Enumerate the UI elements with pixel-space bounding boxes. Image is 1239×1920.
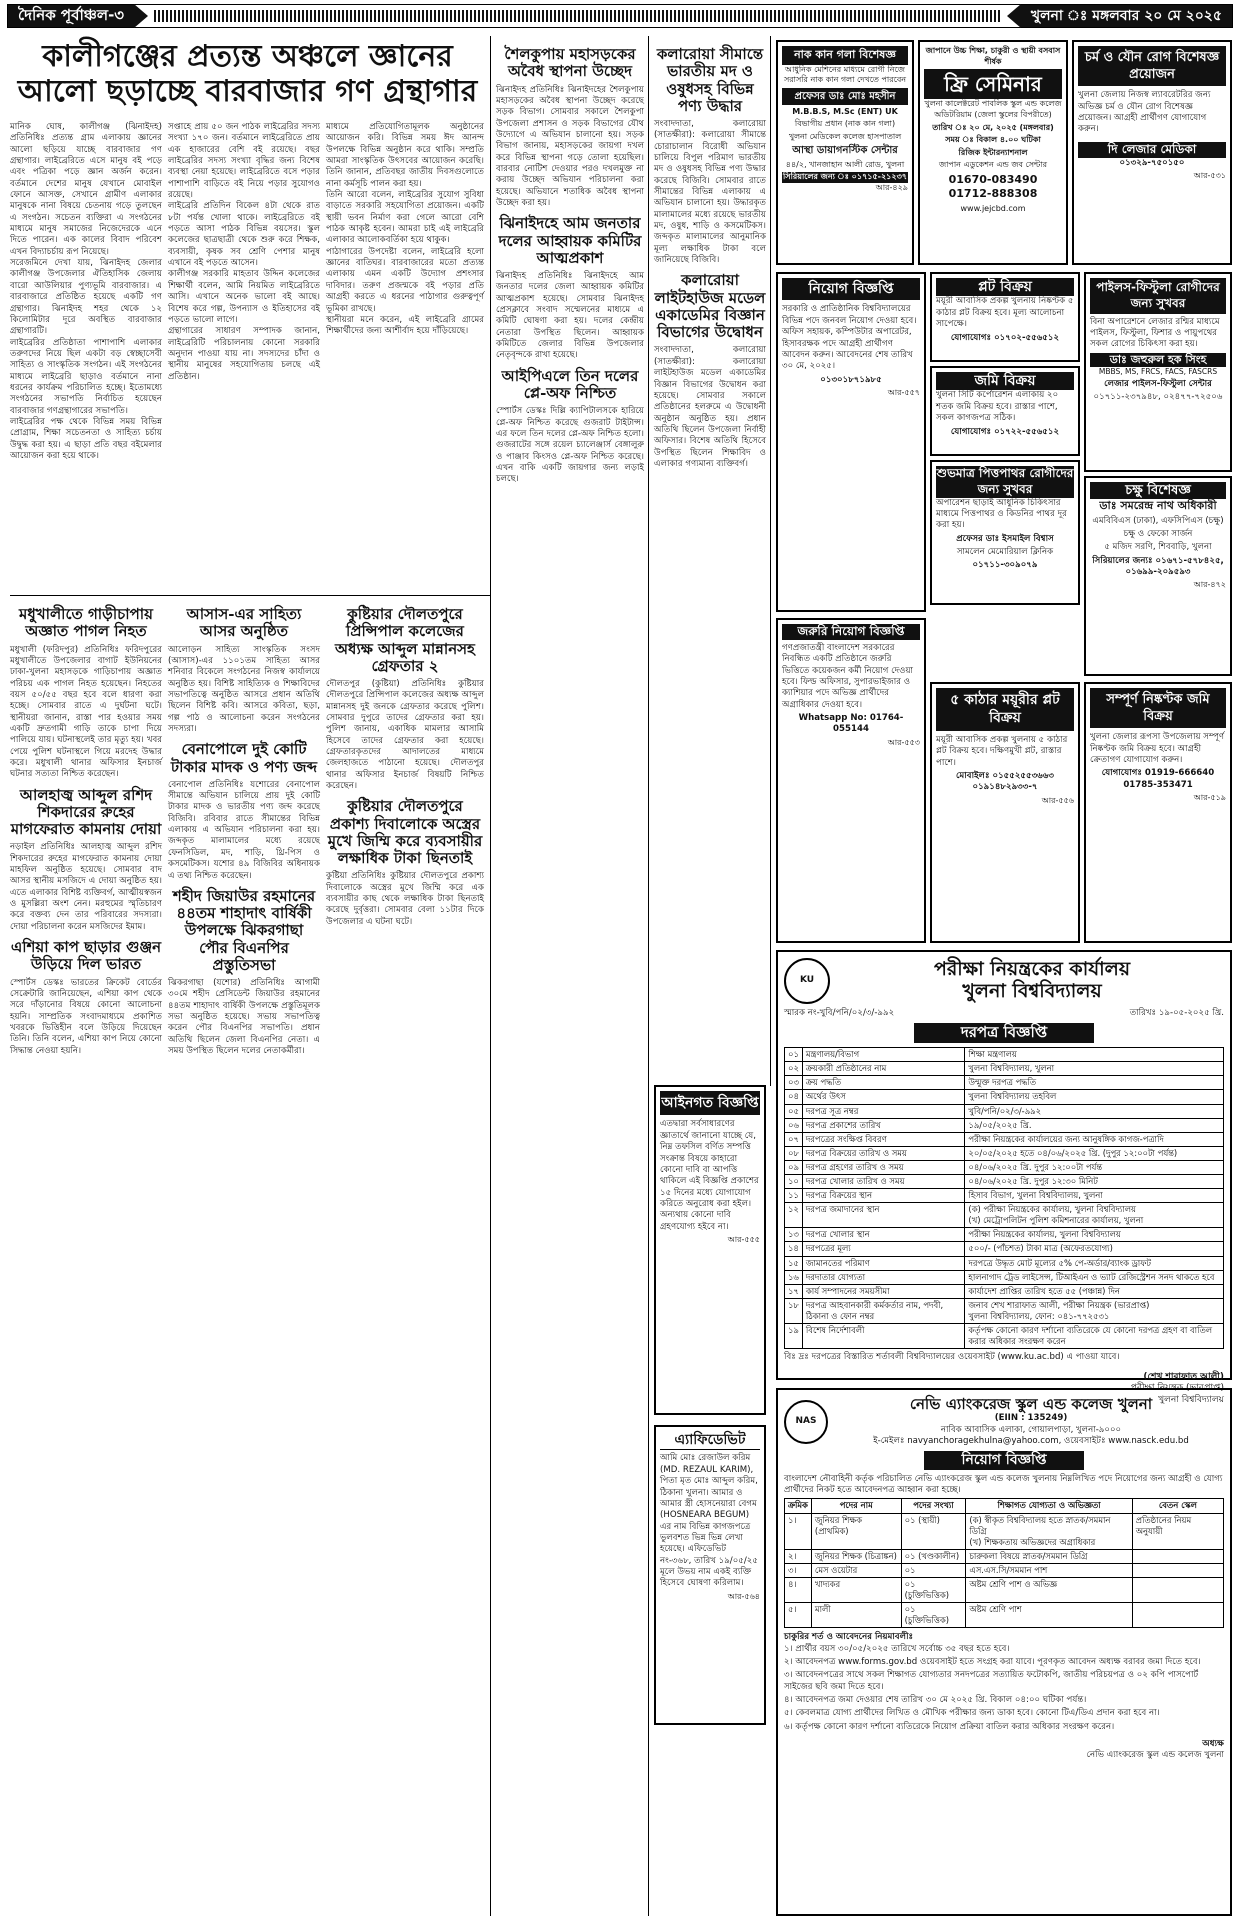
header-cell: পদের নাম	[811, 1499, 901, 1513]
lead-headline: কালীগঞ্জের প্রত্যন্ত অঞ্চলে জ্ঞানের আলো ছড়াচ্ছে বারবাজার গণ গ্রন্থাগার	[17, 39, 478, 109]
table-row	[785, 1549, 1224, 1563]
table-row	[785, 1174, 1224, 1188]
lead-column-3: মাধ্যমে প্রতিযোগিতামূলক অনুষ্ঠানের আয়োজন করি। বিভিন্ন সময় ঈদ আনন্দ উপলক্ষে বিভিন্ন অনুষ্ঠান করে থাকি। সম্প্রতি আমরা সাংস্কৃতিক উৎসবের আয়োজন করেছি। তিনি জানান, প্রতিবছর জাতীয় দিবসগুলোতে নানা কর্মসূচি পালন করা হয়। তিনি আরো বলেন, লাইব্রেরির সুযোগ সুবিধা বাড়াতে সরকারি সহযোগিতা প্রয়োজন। একটি স্থায়ী ভবন নির্মাণ করা গেলে আরো বেশি পাঠক আকৃষ্ট হবেন। আমরা চাই এই লাইব্রেরি এলাকার আলোকবর্তিকা হয়ে থাকুক। পাঠাগারের উপদেষ্টা বলেন, লাইব্রেরি হলো জ্ঞানের বাতিঘর। বারবাজারের মতো প্রত্যন্ত এলাকায় এমন একটি উদ্যোগ প্রশংসার দাবিদার। তরুণ প্রজন্মকে বই পড়ার প্রতি আগ্রহী করতে এ ধরনের পাঠাগার গুরুত্বপূর্ণ ভূমিকা রাখছে। স্থানীয়রা মনে করেন, এই লাইব্রেরি গ্রামের শিক্ষার্থীদের জন্য আশীর্বাদ হয়ে দাঁড়িয়েছে।	[326, 122, 484, 337]
table-cell: ০১ (চুক্তিভিত্তিক)	[901, 1603, 966, 1628]
news-column-4	[496, 40, 644, 1915]
org-name: দি লেজার মেডিকা	[1078, 142, 1226, 158]
table-row	[785, 1132, 1224, 1146]
website: www.jejcbd.com	[960, 203, 1026, 213]
land-sale-ad	[930, 366, 1080, 456]
table-cell: ২।	[785, 1549, 812, 1563]
column-divider	[490, 36, 491, 1916]
ent-specialist-ad	[776, 40, 914, 265]
header-date: খুলনা ঃ মঙ্গলবার ২০ মে ২০২৫	[1021, 5, 1232, 27]
table-cell: ১৮	[785, 1298, 803, 1323]
job-notice-ad	[776, 272, 926, 612]
ad-title: পাইলস-ফিস্টুলা রোগীদের জন্য সুখবর	[1090, 278, 1226, 314]
signatory-title: পরীক্ষা নিয়ন্ত্রক (ভারপ্রাপ্ত)	[1130, 1383, 1224, 1394]
table-row	[785, 1284, 1224, 1298]
header-cell: পদের সংখ্যা	[901, 1499, 966, 1513]
address: ৪৪/২, খানজাহান আলী রোড, খুলনা	[785, 159, 905, 169]
table-row	[785, 1189, 1224, 1203]
serial-phone: সিরিয়ালের জন্যঃ ০১৬৭১-৫৭৮৪২৫, ০১৬৯৯-২০৯৫৯৩	[1092, 555, 1224, 578]
table-row	[785, 1298, 1224, 1323]
vacancy-table	[784, 1498, 1224, 1628]
table-cell: ০৫	[785, 1104, 803, 1118]
table-cell: দরপত্র বিক্রয়ের স্থান	[802, 1189, 965, 1203]
table-cell: দরপত্রে উদ্ধৃত মোট মূল্যের ৫% পে-অর্ডার/ব্যাংক ড্রাফট	[965, 1256, 1224, 1270]
table-row	[785, 1513, 1224, 1549]
ad-text: ময়ূরী আবাসিক প্রকল্প খুলনায় ৫ কাঠার প্লট বিক্রয় হবে। দক্ষিণমুখী প্লট, রাস্তার পাশে।	[936, 734, 1068, 768]
news-headline: মধুখালীতে গাড়ীচাপায় অজ্ঞাত পাগল নিহত	[19, 605, 153, 641]
ad-title: শুভমাত্র পিত্তপাথর রোগীদের জন্য সুখবর	[936, 466, 1074, 496]
ad-text: বিনা অপারেশনে লেজার রশ্মির মাধ্যমে পাইলস, ফিস্টুলা, ফিশার ও পায়ুপথের সকল রোগের চিকিৎসা করা হয়।	[1090, 316, 1220, 350]
table-cell	[1132, 1549, 1223, 1563]
table-cell: ০১	[785, 1048, 803, 1062]
table-cell: ২০/০৫/২০২৫ হতে ০৪/০৬/২০২৫ খ্রি. (দুপুর ১২:০০টা পর্যন্ত)	[965, 1146, 1224, 1160]
news-body: মধুখালী (ফরিদপুর) প্রতিনিধিঃ ফরিদপুরের মধুখালীতে উপজেলার বাগাট ইউনিয়নের ঢাকা-খুলনা মহাসড়কে গাড়িচাপায় অজ্ঞাত পরিচয় এক পাগল নিহত হয়েছেন। নিহতের বয়স ৫০/৫৫ বছর হবে বলে ধারণা করা হচ্ছে। সোমবার রাতে এ দুর্ঘটনা ঘটে। স্থানীয়রা জানান, রাস্তা পার হওয়ার সময় একটি দ্রুতগামী গাড়ি তাকে চাপা দিয়ে পালিয়ে যায়। ঘটনাস্থলেই তার মৃত্যু হয়। খবর পেয়ে পুলিশ ঘটনাস্থলে গিয়ে মরদেহ উদ্ধার করে। মধুখালী থানার অফিসার ইনচার্জ ঘটনার সত্যতা নিশ্চিত করেছেন।	[10, 644, 162, 780]
header-arrow-right	[1007, 4, 1021, 28]
table-row	[785, 1048, 1224, 1062]
ad-title: নিয়োগ বিজ্ঞপ্তি	[782, 278, 920, 300]
table-row	[785, 1324, 1224, 1349]
conditions-list	[784, 1644, 1224, 1733]
ad-title: জরুরি নিয়োগ বিজ্ঞপ্তি	[782, 624, 920, 640]
news-headline: কলারোয়া লাইটহাউজ মডেল একাডেমির বিজ্ঞান বিভাগের উদ্বোধন	[654, 271, 766, 342]
table-cell: ৪।	[785, 1578, 812, 1603]
ad-code: আর-৫৫৬	[1041, 795, 1074, 805]
phone: যোগাযোগঃ ০১৭০২-৫৫৬৫১২	[950, 332, 1060, 343]
table-cell: ০৯	[785, 1160, 803, 1174]
ad-code: আর-৫৫৭	[887, 387, 920, 397]
news-body: স্পোর্টস ডেস্কঃ ভারতের ক্রিকেট বোর্ডের সেক্রেটারি জানিয়েছেন, এশিয়া কাপ থেকে সরে দাঁড়ানোর বিষয়ে কোনো আলোচনা হয়নি। সাম্প্রতিক সংবাদমাধ্যমে প্রকাশিত খবরকে ভিত্তিহীন বলে উড়িয়ে দিয়েছেন তিনি। তিনি বলেন, এশিয়া কাপ নিয়ে কোনো সিদ্ধান্ত নেওয়া হয়নি।	[10, 977, 162, 1056]
doctor-name: প্রফেসর ডাঃ মোঃ মহসীন	[782, 88, 908, 105]
skin-specialist-ad	[1072, 40, 1232, 265]
ad-code: আর-৫১৯	[1193, 793, 1226, 803]
piles-ad	[1084, 272, 1232, 472]
seminar-date: তারিখ ঃ ২০ মে, ২০২৫ (মঙ্গলবার)	[932, 122, 1054, 132]
table-cell: খুলনা বিশ্ববিদ্যালয়, খুলনা	[965, 1062, 1224, 1076]
table-cell: ০৮	[785, 1146, 803, 1160]
table-cell: ১৯	[785, 1324, 803, 1349]
table-cell: দরপত্র গ্রহণের তারিখ ও সময়	[802, 1160, 965, 1174]
table-row	[785, 1256, 1224, 1270]
ad-code: আর-৫৫৩	[887, 737, 920, 747]
table-cell: খাদ্যকর	[811, 1578, 901, 1603]
table-row	[785, 1563, 1224, 1577]
table-cell: দরপত্র প্রকাশের তারিখ	[802, 1118, 965, 1132]
table-cell: ০১ (স্থায়ী)	[901, 1513, 966, 1549]
school-name: নেভি এ্যাংকরেজ স্কুল এন্ড কলেজ খুলনা	[909, 1395, 1153, 1413]
table-cell: চারুকলা বিষয়ে স্নাতক/সমমান ডিগ্রি	[966, 1549, 1132, 1563]
table-cell: ০৬	[785, 1118, 803, 1132]
table-cell: অর্থের উৎস	[802, 1090, 965, 1104]
school-address: নাবিক আবাসিক এলাকা, গোয়ালপাড়া, খুলনা-৯০০০	[940, 1424, 1122, 1435]
table-cell: দরপত্র আহবানকারী কর্মকর্তার নাম, পদবী, ঠিকানা ও ফোন নম্বর	[802, 1298, 965, 1323]
table-row	[785, 1203, 1224, 1228]
table-cell: মালী	[811, 1603, 901, 1628]
ad-title: ৫ কাঠার ময়ূরীর প্লট বিক্রয়	[936, 688, 1074, 731]
notice-date: তারিখঃ ১৯-০৫-২০২৫ খ্রি.	[1129, 1008, 1224, 1018]
table-cell: ১৪	[785, 1242, 803, 1256]
table-cell: দরপত্র জমাদানের স্থান	[802, 1203, 965, 1228]
news-column-2	[168, 600, 320, 1915]
table-cell: মেস ওয়েটার	[811, 1563, 901, 1577]
table-row	[785, 1090, 1224, 1104]
signatory-name: (শেখ শারাফাত আলী)	[1143, 1371, 1224, 1382]
ad-text: খুলনা সিটি কর্পোরেশন এলাকায় ২০ শতক জমি বিক্রয় হবে। রাস্তার পাশে, সকল কাগজপত্র সঠিক।	[936, 390, 1059, 424]
news-headline: শৈলকুপায় মহাসড়কের অবৈধ স্থাপনা উচ্ছেদ	[504, 45, 636, 81]
gallstone-ad	[930, 460, 1080, 605]
condition-item: ৩। আবেদনপত্রের সাথে সকল শিক্ষাগত যোগ্যতার সনদপত্রের সত্যায়িত ফটোকপি, জাতীয় পরিচয়পত্র ও ০২ কপি পাসপোর্ট সাইজের ছবি জমা দিতে হবে।	[784, 1670, 1199, 1692]
condition-item: ২। আবেদনপত্র www.forms.gov.bd ওয়েবসাইট হতে সংগ্রহ করা যাবে। পূরণকৃত আবেদন অধ্যক্ষ বরাবর জমা দিতে হবে।	[784, 1657, 1201, 1668]
table-row	[785, 1076, 1224, 1090]
plot-sale-ad	[930, 272, 1080, 362]
table-cell: ১৭	[785, 1284, 803, 1298]
table-cell: কার্যাদেশ প্রাপ্তির তারিখ হতে ৫৫ (পঞ্চান্ন) দিন	[965, 1284, 1224, 1298]
phone: ০১৩২৯-৭৫০১৫০	[1119, 157, 1185, 168]
table-cell: ক্রয় পদ্ধতি	[802, 1076, 965, 1090]
table-cell: (ক) স্বীকৃত বিশ্ববিদ্যালয় হতে স্নাতক/সমমান ডিগ্রি (খ) শিক্ষকতায় অভিজ্ঞদের অগ্রাধিকার	[966, 1513, 1132, 1549]
lead-column-1: মানিক ঘোষ, কালীগঞ্জ (ঝিনাইদহ) প্রতিনিধিঃ প্রত্যন্ত গ্রাম এলাকায় জ্ঞানের আলো ছড়িয়ে যাচ্ছে বারবাজার গণ গ্রন্থাগার। লাইব্রেরিতে এসে মানুষ বই পড়ে এবং পত্রিকা পড়ে জ্ঞান অর্জন করেন। বর্তমানে দেশের মানুষ যেখানে মোবাইল ফোনে আসক্ত, সেখানে গ্রামীণ এলাকার মানুষকে নানা বিষয়ে চেতনায় গড়ে তুলছেন এ সংগঠন। সচেতন ব্যক্তিরা এ সংগঠনের মাধ্যমে মানুষ সমাজের নিজেদেরকে এনে দিতে পারেন। এক কালের বিবাদ পরিবেশ এখন বিদ্যাচর্চায় রূপ নিয়েছে। সরেজমিনে দেখা যায়, ঝিনাইদহ জেলার কালীগঞ্জ উপজেলার ঐতিহাসিক জেলায় বারো আউলিয়ার পুণ্যভূমি বারবাজার। এ বারবাজারে প্রতিষ্ঠিত হয়েছে একটি গণ গ্রন্থাগার। ঝিনাইদহ শহর থেকে ১২ কিলোমিটার দূরে অবস্থিত বারবাজার গ্রন্থাগারটি। লাইব্রেরির প্রতিষ্ঠাতা পাশাপাশি এলাকার তরুণদের নিয়ে ছিল একটা বড় স্বেচ্ছাসেবী সাহিত্য ও সাংস্কৃতিক সংগঠন। এই সংগঠনের মাধ্যমে লাইব্রেরি ছাড়াও বর্তমানে নানা ধরনের কার্যক্রম পরিচালিত হচ্ছে। ইতোমধ্যে সংগঠনের সভাপতি নির্বাচিত হয়েছেন বারবাজার গণগ্রন্থাগারের সভাপতি। লাইব্রেরির পক্ষ থেকে বিভিন্ন সময় বিভিন্ন প্রোগ্রাম, শিক্ষা সচেতনতা ও সাহিত্য চর্চায় উদ্বুদ্ধ করা হয়। এ ছাড়া প্রতি বছর বইমেলার আয়োজন করা হয়ে থাকে।	[10, 122, 162, 461]
memo-number: স্মারক নং-খুবি/পনি/০২/৩/-৯৯২	[784, 1008, 895, 1018]
news-body: নড়াইল প্রতিনিধিঃ আলহাজ্ব আব্দুল রশিদ শিকদারের রুহের মাগফেরাত কামনায় দোয়া মাহফিল অনুষ্ঠিত হয়েছে। সোমবার বাদ আসর স্থানীয় মসজিদে এ দোয়া অনুষ্ঠিত হয়। এতে এলাকার বিশিষ্ট ব্যক্তিবর্গ, আত্মীয়স্বজন ও মুসল্লিরা অংশ নেন। মরহুমের স্মৃতিচারণ করে বক্তব্য দেন তার পরিবারের সদস্যরা। দোয়া পরিচালনা করেন মসজিদের ইমাম।	[10, 842, 162, 932]
center-name: লেজার পাইলস-ফিস্টুলা সেন্টার	[1104, 379, 1212, 390]
legal-notice-title: আইনগত বিজ্ঞপ্তি	[660, 1091, 760, 1115]
table-row	[785, 1104, 1224, 1118]
news-headline: কুষ্টিয়ার দৌলতপুরে প্রিন্সিপাল কলেজের অধ্যক্ষ আব্দুল মান্নানসহ গ্রেফতার ২	[335, 605, 475, 675]
table-row	[785, 1242, 1224, 1256]
news-headline: কুষ্টিয়ার দৌলতপুরে প্রকাশ্য দিবালোকে অস্ত্রের মুখে জিম্মি করে ব্যবসায়ীর লক্ষাধিক টাকা ছিনতাই	[327, 797, 483, 868]
ad-text: অপারেশন ছাড়াই আধুনিক চিকিৎসার মাধ্যমে পিত্তপাথর ও কিডনির পাথর দূর করা হয়।	[936, 497, 1067, 531]
header-cell: বেতন স্কেল	[1132, 1499, 1223, 1513]
seminar-time: সময় ঃ বিকাল ৪.০০ ঘটিকা	[945, 135, 1041, 145]
phone: ০১৩০১৮৭১৯৮৫	[820, 374, 882, 385]
table-cell: বিশেষ নির্দেশাবলী	[802, 1324, 965, 1349]
legal-notice	[654, 1085, 766, 1415]
seminar-venue: খুলনা কালেক্টরেট পাবলিক স্কুল এন্ড কলেজ অডিটরিয়াম (জেলা স্কুলের বিপরীতে)	[924, 99, 1062, 120]
table-cell	[1132, 1563, 1223, 1577]
news-body: ঝিনাইদহ প্রতিনিধিঃ ঝিনাইদহে আম জনতার দলের জেলা আহ্বায়ক কমিটির আত্মপ্রকাশ হয়েছে। সোমবার ঝিনাইদহ প্রেসক্লাবে সংবাদ সম্মেলনের মাধ্যমে এ কমিটি ঘোষণা করা হয়। দলের কেন্দ্রীয় নেতারা উপস্থিত ছিলেন। আহ্বায়ক কমিটিতে জেলার বিভিন্ন উপজেলার নেতৃবৃন্দকে রাখা হয়েছে।	[496, 271, 644, 361]
hospital-name: খুলনা মেডিকেল কলেজ হাসপাতাল	[788, 131, 902, 141]
news-body: ঝিকরগাছা (যশোর) প্রতিনিধিঃ আগামী ৩০মে শহীদ প্রেসিডেন্ট জিয়াউর রহমানের ৪৪তম শাহাদাৎ বার্ষিকী উপলক্ষে প্রস্তুতিমূলক সভা অনুষ্ঠিত হয়েছে। সভায় সভাপতিত্ব করেন পৌর বিএনপির সভাপতি। প্রধান অতিথি ছিলেন জেলা বিএনপির নেতা। এ সময় উপস্থিত ছিলেন দলের নেতাকর্মীরা।	[168, 978, 320, 1057]
table-cell: প্রতিষ্ঠানের নিয়ম অনুযায়ী	[1132, 1513, 1223, 1549]
news-headline: বেনাপোলে দুই কোটি টাকার মাদক ও পণ্য জব্দ	[170, 740, 318, 776]
phone: ০১৭১১-৩০৯০৭৯	[972, 560, 1038, 571]
table-cell: এস.এস.সি/সমমান পাশ	[966, 1563, 1132, 1577]
signatory-org: নেভি এ্যাংকরেজ স্কুল এন্ড কলেজ খুলনা	[1086, 1750, 1224, 1761]
table-cell: ০৪	[785, 1090, 803, 1104]
table-row	[785, 1578, 1224, 1603]
news-body: কুষ্টিয়া প্রতিনিধিঃ কুষ্টিয়ার দৌলতপুরে প্রকাশ্য দিবালোকে অস্ত্রের মুখে জিম্মি করে এক ব্যবসায়ীর কাছ থেকে লক্ষাধিক টাকা ছিনতাই করেছে দুর্বৃত্তরা। সোমবার বেলা ১১টার দিকে উপজেলার এ ঘটনা ঘটে।	[326, 871, 484, 927]
table-cell: ১২	[785, 1203, 803, 1228]
tender-note: বিঃ দ্রঃ দরপত্রের বিস্তারিত শর্তাবলী বিশ্ববিদ্যালয়ের ওয়েবসাইট (www.ku.ac.bd) এ পাওয়া যাবে।	[784, 1352, 1120, 1363]
table-cell: দরপত্র সূত্র নম্বর	[802, 1104, 965, 1118]
doctor-degree: এমবিবিএস (ঢাকা), এফসিপিএস (চক্ষু)	[1092, 515, 1224, 526]
page-header	[7, 4, 1233, 28]
table-cell: ৫।	[785, 1603, 812, 1628]
ad-title: সম্পূর্ণ নিষ্কণ্টক জমি বিক্রয়	[1090, 688, 1226, 728]
table-cell: ১১	[785, 1189, 803, 1203]
table-cell: ১০	[785, 1174, 803, 1188]
table-cell: পরীক্ষা নিয়ন্ত্রকের কার্যালয়ের জন্য আনুষঙ্গিক কাগজ-পত্রাদি	[965, 1132, 1224, 1146]
phone: ০১৭১১-২৩৭৯৪৮, ০২৪৭৭-৭২৫০৬	[1093, 392, 1223, 403]
phone-numbers: 01670-083490 01712-888308	[948, 172, 1038, 201]
table-row	[785, 1146, 1224, 1160]
notice-title: নিয়োগ বিজ্ঞপ্তি	[924, 1451, 1084, 1469]
center-name: আস্থা ডায়াগনস্টিক সেন্টার	[792, 145, 898, 157]
column-divider	[770, 36, 771, 1086]
column-divider	[648, 36, 649, 1916]
condition-item: ৫। কেবলমাত্র যোগ্য প্রার্থীদের লিখিত ও মৌখিক পরীক্ষার জন্য ডাকা হবে। কোনো টিএ/ডিএ প্রদান করা হবে না।	[784, 1708, 1160, 1719]
table-cell: শিক্ষা মন্ত্রণালয়	[965, 1048, 1224, 1062]
ad-text: খুলনা জেলার রূপসা উপজেলায় সম্পূর্ণ নিষ্কণ্টক জমি বিক্রয় হবে। আগ্রহী ক্রেতাগণ যোগাযোগ করুন।	[1090, 732, 1225, 765]
news-headline: আলহাজ্ব আব্দুল রশিদ শিকদারের রুহের মাগফেরাত কামনায় দোয়া	[10, 785, 162, 839]
doctor-specialty: বিভাগীয় প্রধান (নাক কান গলা)	[794, 119, 896, 129]
seminar-title: ফ্রি সেমিনার	[924, 69, 1062, 99]
table-row	[785, 1228, 1224, 1242]
ad-title: চক্ষু বিশেষজ্ঞ	[1090, 482, 1226, 499]
ad-title: জমি বিক্রয়	[936, 372, 1074, 390]
tender-table	[784, 1047, 1224, 1349]
table-cell: ০২	[785, 1062, 803, 1076]
serial-phone: সিরিয়ালের জন্য ঃ ০১৭১৫-২১২৩৭	[783, 172, 907, 182]
section-divider	[10, 595, 490, 596]
news-headline: কলারোয়া সীমান্তে ভারতীয় মদ ও ওষুধসহ বিভিন্ন পণ্য উদ্ধার	[656, 45, 764, 115]
table-cell: জামানতের পরিমাণ	[802, 1256, 965, 1270]
notice-intro: বাংলাদেশ নৌবাহিনী কর্তৃক পরিচালিত নেভি এ্যাংকরেজ স্কুল এন্ড কলেজ খুলনায় নিম্নলিখিত পদে নিয়োগের জন্য আগ্রহী ও যোগ্য প্রার্থীদের নিকট হতে আবেদনপত্র আহ্বান করা হচ্ছে।	[784, 1473, 1223, 1496]
doctor-degree: MBBS, MS, FRCS, FACS, FASCRS	[1098, 367, 1218, 377]
table-cell: জুনিয়র শিক্ষক (চিত্রাঙ্কন)	[811, 1549, 901, 1563]
table-cell: ৩।	[785, 1563, 812, 1577]
news-body: সংবাদদাতা, কলারোয়া (সাতক্ষীরা): কলারোয়া সীমান্তে চোরাচালান বিরোধী অভিযান চালিয়ে বিপুল পরিমাণ ভারতীয় মদ ও ওষুধসহ বিভিন্ন পণ্য উদ্ধার করেছে বিজিবি। সোমবার রাতে সীমান্তের বিভিন্ন এলাকায় এ অভিযান চালানো হয়। উদ্ধারকৃত মালামালের মধ্যে রয়েছে ভারতীয় মদ, ওষুধ, শাড়ি ও কসমেটিকস। জব্দকৃত মালামালের আনুমানিক মূল্য লক্ষাধিক টাকা বলে জানিয়েছে বিজিবি।	[654, 119, 766, 266]
table-cell: কার্য সম্পাদনের সময়সীমা	[802, 1284, 965, 1298]
lead-column-2: সপ্তাহে প্রায় ৫০ জন পাঠক লাইব্রেরির সদস্য সংখ্যা ১৭০ জন। বর্তমানে লাইব্রেরিতে প্রায় এক হাজারের বেশি বই রয়েছে। বছর লাইব্রেরির সদস্য সংখ্যা বৃদ্ধির জন্য বিশেষ ব্যবস্থা নেয়া হয়েছে। লাইব্রেরিতে বসে পড়ার পাশাপাশি বাড়িতে বই নিয়ে পড়ার সুযোগও রয়েছে। লাইব্রেরি প্রতিদিন বিকেল ৪টা থেকে রাত ৮টা পর্যন্ত খোলা থাকে। লাইব্রেরিতে বই পড়তে আসা পাঠক বিভিন্ন বয়সের। স্কুল কলেজের ছাত্রছাত্রী থেকে শুরু করে শিক্ষক, ব্যবসায়ী, কৃষক সব শ্রেণি পেশার মানুষ এখানে বই পড়তে আসেন। কালীগঞ্জ সরকারি মাহতাব উদ্দিন কলেজের শিক্ষার্থী বলেন, আমি নিয়মিত লাইব্রেরিতে আসি। এখানে অনেক ভালো বই আছে। বিশেষ করে গল্প, উপন্যাস ও ইতিহাসের বই পড়তে ভালো লাগে। গ্রন্থাগারের সাধারণ সম্পাদক জানান, লাইব্রেরিটি পরিচালনায় কোনো সরকারি অনুদান পাওয়া যায় না। সদস্যদের চাঁদা ও স্থানীয় মানুষের সহযোগিতায় চলছে এই প্রতিষ্ঠান।	[168, 122, 320, 382]
table-cell: উন্মুক্ত দরপত্র পদ্ধতি	[965, 1076, 1224, 1090]
table-cell: হিসাব বিভাগ, খুলনা বিশ্ববিদ্যালয়, খুলনা	[965, 1189, 1224, 1203]
navy-school-job-notice	[776, 1388, 1232, 1916]
news-body: ঝিনাইদহ প্রতিনিধিঃ ঝিনাইদহের শৈলকুপায় মহাসড়কের অবৈধ স্থাপনা উচ্ছেদ করেছে সড়ক বিভাগ। সোমবার সকালে শৈলকুপা উপজেলা প্রশাসন ও সড়ক বিভাগের যৌথ উদ্যোগে এ অভিযান চালানো হয়। সড়ক বিভাগ জানায়, মহাসড়কের জায়গা দখল করে বিভিন্ন স্থাপনা গড়ে তোলা হয়েছিল। বারবার নোটিশ দেওয়ার পরও দখলমুক্ত না করায় উচ্ছেদ অভিযান পরিচালনা করা হয়েছে। অভিযানে শতাধিক অবৈধ স্থাপনা উচ্ছেদ করা হয়।	[496, 84, 644, 208]
table-cell: দরপত্র বিক্রয়ের তারিখ ও সময়	[802, 1146, 965, 1160]
table-row	[785, 1118, 1224, 1132]
table-cell: অষ্টম শ্রেণি পাশ ও অভিজ্ঞ	[966, 1578, 1132, 1603]
table-cell: ০৩	[785, 1076, 803, 1090]
eiin-number: (EIIN : 135249)	[994, 1413, 1068, 1424]
news-headline: এশিয়া কাপ ছাড়ার গুঞ্জন উড়িয়ে দিল ভারত	[10, 938, 162, 974]
table-row	[785, 1603, 1224, 1628]
doctor-specialty: চক্ষু ও ফেকো সার্জন	[1123, 529, 1193, 540]
urgent-job-ad	[776, 618, 926, 943]
news-body: সংবাদদাতা, কলারোয়া (সাতক্ষীরা): কলারোয়া লাইটহাউজ মডেল একাডেমির বিজ্ঞান বিভাগের উদ্বোধন করা হয়েছে। সোমবার সকালে প্রতিষ্ঠানের হলরুমে এ উদ্বোধনী অনুষ্ঠান অনুষ্ঠিত হয়। প্রধান অতিথি ছিলেন উপজেলা নির্বাহী অফিসার। বিশেষ অতিথি হিসেবে উপস্থিত ছিলেন শিক্ষাবিদ ও এলাকার গণ্যমান্য ব্যক্তিবর্গ।	[654, 345, 766, 469]
table-cell: ১৬	[785, 1270, 803, 1284]
table-cell: দরপত্র খোলার তারিখ ও সময়	[802, 1174, 965, 1188]
table-cell: (ক) পরীক্ষা নিয়ন্ত্রকের কার্যালয়, খুলনা বিশ্ববিদ্যালয় (খ) মেট্রোপলিটন পুলিশ কমিশনারের কার্যালয়, খুলনা	[965, 1203, 1224, 1228]
organizer: রিজিক ইন্টারন্যাশনাল	[958, 147, 1028, 157]
table-cell: জনাব শেখ শারাফাত আলী, পরীক্ষা নিয়ন্ত্রক (ভারপ্রাপ্ত) খুলনা বিশ্ববিদ্যালয়, ফোন: ০৪১-৭৭২৫৩১	[965, 1298, 1224, 1323]
table-cell: পরীক্ষা নিয়ন্ত্রকের কার্যালয়, খুলনা বিশ্ববিদ্যালয়	[965, 1228, 1224, 1242]
table-cell: ১৯/০৫/২০২৫ খ্রি.	[965, 1118, 1224, 1132]
table-cell: দরপত্রের মূল্য	[802, 1242, 965, 1256]
legal-notice-text: এতদ্বারা সর্বসাধারণের জ্ঞাতার্থে জানানো যাচ্ছে যে, নিম্ন তফসিল বর্ণিত সম্পত্তি সংক্রান্ত বিষয়ে কাহারো কোনো দাবি বা আপত্তি থাকিলে এই বিজ্ঞপ্তি প্রকাশের ১৫ দিনের মধ্যে যোগাযোগ করিতে অনুরোধ করা হইল। অন্যথায় কোনো দাবি গ্রহণযোগ্য হইবে না।	[660, 1119, 759, 1232]
phone: মোবাইলঃ ০১৫৫২৫৫৩৬৬৩ ০১৯১৪৮২৯৩৩-৭	[956, 770, 1054, 793]
signatory-title: অধ্যক্ষ	[1202, 1739, 1224, 1750]
table-cell: ৫০০/- (পাঁচশত) টাকা মাত্র (অফেরতযোগ্য)	[965, 1242, 1224, 1256]
news-body: বেনাপোল প্রতিনিধিঃ যশোরের বেনাপোল সীমান্তে অভিযান চালিয়ে প্রায় দুই কোটি টাকার মাদক ও ভারতীয় পণ্য জব্দ করেছে বিজিবি। রবিবার রাতে সীমান্তের বিভিন্ন এলাকায় এ অভিযান পরিচালনা করা হয়। জব্দকৃত মালামালের মধ্যে রয়েছে ফেনসিডিল, মদ, শাড়ি, থ্রি-পিস ও কসমেটিকস। যশোর ৪৯ বিজিবির অধিনায়ক এ তথ্য নিশ্চিত করেছেন।	[168, 779, 320, 881]
ad-code: আর-৫৬৪	[727, 1591, 760, 1601]
eye-specialist-ad	[1084, 476, 1232, 676]
table-cell	[1132, 1578, 1223, 1603]
news-body: দৌলতপুর (কুষ্টিয়া) প্রতিনিধিঃ কুষ্টিয়ার দৌলতপুরে প্রিন্সিপাল কলেজের অধ্যক্ষ আব্দুল মান্নানসহ দুই জনকে গ্রেফতার করেছে পুলিশ। সোমবার দুপুরে তাদের গ্রেফতার করা হয়। পুলিশ জানায়, একাধিক মামলার আসামি হিসেবে তাদের গ্রেফতার করা হয়েছে। গ্রেফতারকৃতদের আদালতের মাধ্যমে জেলহাজতে পাঠানো হয়েছে। দৌলতপুর থানার অফিসার ইনচার্জ বিষয়টি নিশ্চিত করেছেন।	[326, 679, 484, 792]
table-cell: ক্রয়কারী প্রতিষ্ঠানের নাম	[802, 1062, 965, 1076]
table-cell: জুনিয়র শিক্ষক (প্রাথমিক)	[811, 1513, 901, 1549]
conditions-title: চাকুরির শর্ত ও আবেদনের নিয়মাবলীঃ	[784, 1632, 914, 1643]
plot-sale-ad-2	[930, 682, 1080, 943]
organizer-sub: জাপান এডুকেশন এন্ড জব সেন্টার	[938, 160, 1048, 170]
table-cell: হালনাগাদ ট্রেড লাইসেন্স, টিআইএন ও ভ্যাট রেজিস্ট্রেশন সনদ থাকতে হবে	[965, 1270, 1224, 1284]
table-cell: ০৪/০৬/২০২৫ খ্রি. দুপুর ১২:০০টা পর্যন্ত	[965, 1160, 1224, 1174]
header-arrow-left	[134, 4, 148, 28]
ad-text: খুলনা জেলায় নিজস্ব ল্যাবরেটরির জন্য অভিজ্ঞ চর্ম ও যৌন রোগ বিশেষজ্ঞ প্রয়োজন। আগ্রহী প্রার্থীগণ যোগাযোগ করুন।	[1078, 90, 1211, 135]
table-cell: ১৩	[785, 1228, 803, 1242]
affidavit-notice	[654, 1425, 766, 1725]
phone: Whatsapp No: 01764-055144	[798, 712, 904, 735]
table-cell: খুবি/পনি/০২/৩/-৯৯২	[965, 1104, 1224, 1118]
table-cell: মন্ত্রণালয়/বিভাগ	[802, 1048, 965, 1062]
center-name: সামলেন মেমোরিয়াল ক্লিনিক	[956, 547, 1054, 558]
phone: যোগাযোগঃ ০১৭২২-৫৫৬৫১২	[950, 426, 1060, 437]
table-cell: দরপত্রের সংক্ষিপ্ত বিবরণ	[802, 1132, 965, 1146]
doctor-degree: M.B.B.S, M.Sc (ENT) UK	[792, 106, 898, 116]
news-column-1	[10, 600, 162, 1915]
ad-text: সরকারি ও প্রাতিষ্ঠানিক বিশ্ববিদ্যালয়ের বিভিন্ন পদে জনবল নিয়োগ দেওয়া হবে। অফিস সহায়ক, কম্পিউটার অপারেটর, হিসাবরক্ষক পদে আগ্রহী প্রার্থীগণ আবেদন করুন। আবেদনের শেষ তারিখ ৩০ মে, ২০২৫।	[782, 304, 917, 372]
table-row	[785, 1270, 1224, 1284]
table-row	[785, 1160, 1224, 1174]
ad-code: আর-৫৫৫	[727, 1234, 760, 1244]
ad-title: চর্ম ও যৌন রোগ বিশেষজ্ঞ প্রয়োজন	[1078, 46, 1226, 86]
phone: যোগাযোগঃ 01919-666640 01785-353471	[1101, 768, 1215, 790]
seminar-topic: জাপানে উচ্চ শিক্ষা, চাকুরী ও স্থায়ী বসবাস শীর্ষক	[925, 46, 1061, 66]
header-cell: শিক্ষাগত যোগ্যতা ও অভিজ্ঞতা	[966, 1499, 1132, 1513]
newspaper-name: দৈনিক পূর্বাঞ্চল-৩	[8, 5, 134, 27]
table-cell: ০৭	[785, 1132, 803, 1146]
table-cell: ০১ (খণ্ডকালীন)	[901, 1549, 966, 1563]
school-logo: NAS	[784, 1400, 828, 1444]
news-headline: আসাস-এর সাহিত্য আসর অনুষ্ঠিত	[186, 605, 302, 641]
ad-code: আর-৪২৯	[875, 182, 908, 192]
table-cell: ১৫	[785, 1256, 803, 1270]
table-cell: ১।	[785, 1513, 812, 1549]
seminar-ad	[918, 40, 1068, 265]
table-cell: ০১	[901, 1563, 966, 1577]
office-title: পরীক্ষা নিয়ন্ত্রকের কার্যালয়	[933, 958, 1131, 981]
notice-title: দরপত্র বিজ্ঞপ্তি	[914, 1023, 1094, 1043]
news-headline: ঝিনাইদহে আম জনতার দলের আহ্বায়ক কমিটির আত্মপ্রকাশ	[498, 214, 642, 267]
affidavit-title: এ্যাফিডেভিট	[660, 1431, 760, 1450]
news-headline: শহীদ জিয়াউর রহমানের ৪৪তম শাহাদাৎ বার্ষিকী উপলক্ষে ঝিকরগাছা পৌর বিএনপির প্রস্তুতিসভা	[172, 886, 316, 974]
address: ৫ মজিদ সরণি, শিববাড়ি, খুলনা	[1104, 542, 1212, 553]
header-cell: ক্রমিক	[785, 1499, 812, 1513]
land-sale-ad-2	[1084, 682, 1232, 943]
ad-code: আর-৪৭২	[1193, 580, 1226, 590]
ad-text: গণপ্রজাতন্ত্রী বাংলাদেশ সরকারের নিবন্ধিত একটি প্রতিষ্ঠানে জরুরি ভিত্তিতে কয়েকজন কর্মী নিয়োগ দেওয়া হবে। ফিল্ড অফিসার, সুপারভাইজার ও ক্যাশিয়ার পদে অভিজ্ঞ প্রার্থীদের অগ্রাধিকার দেওয়া হবে।	[782, 642, 914, 710]
ad-title: নাক কান গলা বিশেষজ্ঞ	[782, 46, 908, 65]
news-body: স্পোর্টস ডেস্কঃ দিল্লি ক্যাপিটালসকে হারিয়ে প্লে-অফ নিশ্চিত করেছে গুজরাট টাইটান্স। এর ফলে তিন দলের প্লে-অফ নিশ্চিত হলো। গুজরাটের সঙ্গে রয়েল চ্যালেঞ্জার্স বেঙ্গালুরু ও পাঞ্জাব কিংসও প্লে-অফ নিশ্চিত করেছে। এখন বাকি একটি জায়গার জন্য লড়াই চলছে।	[496, 406, 644, 485]
news-column-3	[326, 600, 484, 1915]
table-cell: খুলনা বিশ্ববিদ্যালয় তহবিল	[965, 1090, 1224, 1104]
doctor-name: ডাঃ জহুরুল হক সিংহ	[1090, 353, 1226, 368]
affidavit-text: আমি মোঃ রেজাউল করিম (MD. REZAUL KARIM), পিতা মৃত মোঃ আব্দুল করিম, ঠিকানা খুলনা। আমার ও আমার স্ত্রী হোসনেয়ারা বেগম (HOSNEARA BEGUM) এর নাম বিভিন্ন কাগজপত্রে ভুলবশত ভিন্ন ভিন্ন লেখা হয়েছে। এফিডেভিট নং-৩৬৮, তারিখ ১৯/০৫/২৫ মূলে উভয় নাম একই ব্যক্তি হিসেবে ঘোষণা করিলাম।	[660, 1453, 758, 1589]
ad-title: প্লট বিক্রয়	[936, 278, 1074, 296]
news-headline: আইপিএলে তিন দলের প্লে-অফ নিশ্চিত	[501, 366, 639, 403]
news-body: আলোড়ন সাহিত্য সাংস্কৃতিক সংসদ (আসাস)-এর ১১০১তম সাহিত্য আসর শনিবার বিকেলে সংগঠনের নিজস্ব কার্যালয়ে অনুষ্ঠিত হয়। বিশিষ্ট সাহিত্যিক ও শিক্ষাবিদের সভাপতিত্বে অনুষ্ঠিত আসরে প্রধান অতিথি ছিলেন বিশিষ্ট কবি। আসরে কবিতা, ছড়া, গল্প পাঠ ও আলোচনা করেন সংগঠনের সদস্যরা।	[168, 644, 320, 734]
table-header	[785, 1499, 1224, 1513]
table-cell	[1132, 1603, 1223, 1628]
table-cell: দরদাতার যোগ্যতা	[802, 1270, 965, 1284]
news-column-5	[654, 40, 766, 1080]
doctor-name: প্রফেসর ডাঃ ইসমাইল বিশ্বাস	[956, 533, 1054, 544]
condition-item: ৪। আবেদনপত্র জমা দেওয়ার শেষ তারিখ ৩০ মে ২০২৫ খ্রি. বিকাল ০৪:০০ ঘটিকা পর্যন্ত।	[784, 1695, 1087, 1706]
condition-item: ৬। কর্তৃপক্ষ কোনো কারণ দর্শানো ব্যতিরেকে নিয়োগ প্রক্রিয়া বাতিল করার অধিকার সংরক্ষণ করেন।	[784, 1721, 1115, 1732]
ku-logo: KU	[784, 958, 830, 1004]
header-pattern	[154, 10, 1001, 22]
doctor-name: ডাঃ সমরেন্দ্র নাথ অধিকারী	[1099, 499, 1217, 513]
table-row	[785, 1062, 1224, 1076]
school-contact: ই-মেইলঃ navyanchoragekhulna@yahoo.com, ওয়েবসাইটঃ www.nasck.edu.bd	[873, 1435, 1189, 1446]
university-name: খুলনা বিশ্ববিদ্যালয়	[962, 980, 1102, 1002]
table-cell: কর্তৃপক্ষ কোনো কারণ দর্শানো ব্যতিরেকে যে কোনো দরপত্র গ্রহণ বা বাতিল করার অধিকার সংরক্ষণ করেন	[965, 1324, 1224, 1349]
condition-item: ১। প্রার্থীর বয়স ৩০/০৫/২০২৫ তারিখে সর্বোচ্চ ৩৫ বছর হতে হবে।	[784, 1643, 1010, 1654]
table-cell: ০৪/০৬/২০২৫ খ্রি. দুপুর ১২:৩০ মিনিট	[965, 1174, 1224, 1188]
table-cell: দরপত্র খোলার স্থান	[802, 1228, 965, 1242]
ad-code: আর-৫৩১	[1193, 170, 1226, 180]
table-cell: অষ্টম শ্রেণি পাশ	[966, 1603, 1132, 1628]
signatory-org: খুলনা বিশ্ববিদ্যালয়	[1158, 1395, 1224, 1406]
table-cell: ০১ (চুক্তিভিত্তিক)	[901, 1578, 966, 1603]
ad-text: আধুনিক মেশিনের মাধ্যমে রোগী নিজে সরাসরি নাক কান গলা দেখতে পারবেন	[783, 64, 907, 85]
ad-text: ময়ূরী আবাসিক প্রকল্প খুলনায় নিষ্কণ্টক ৫ কাঠার প্লট বিক্রয় হবে। মূল্য আলোচনা সাপেক্ষে।	[936, 296, 1074, 330]
